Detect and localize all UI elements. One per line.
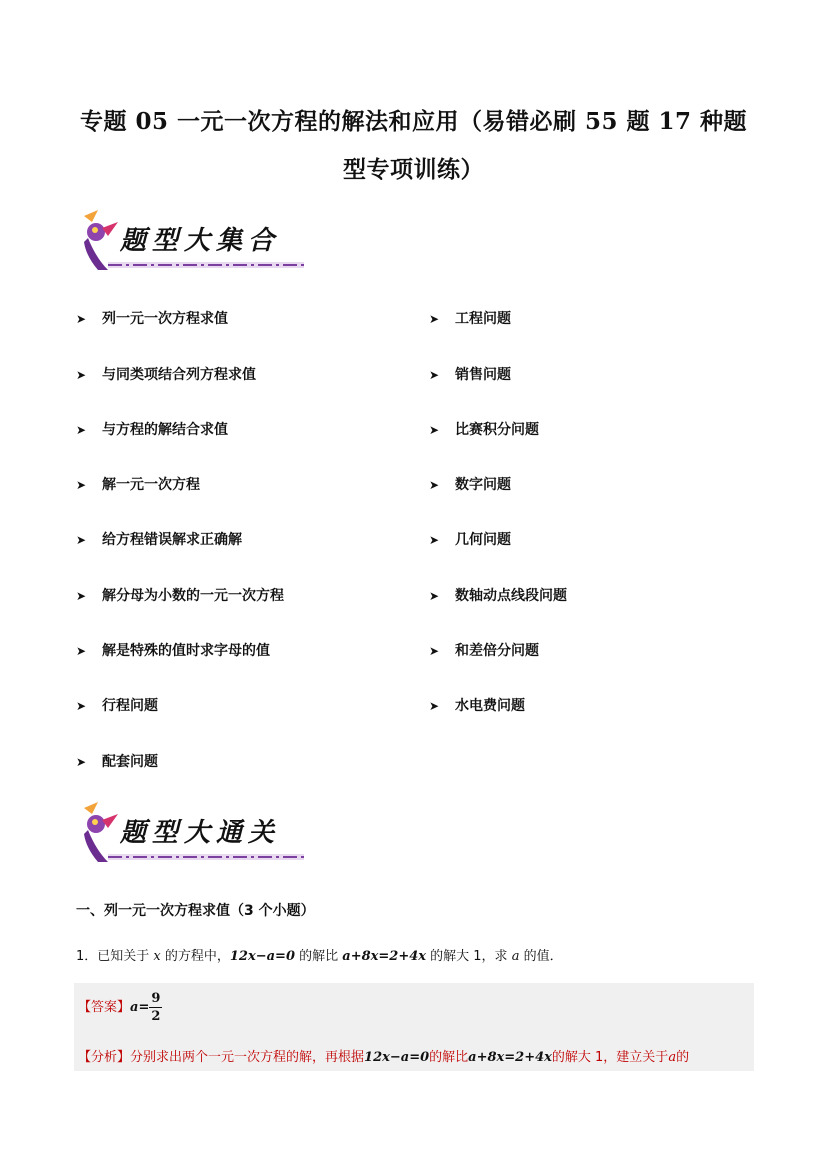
- banner-topic-mastery: [78, 800, 308, 870]
- toc-item[interactable]: ➤ 水电费问题: [429, 698, 525, 714]
- answer-fraction: $\frac{9}{2}$: [151, 991, 161, 1024]
- banner-title: 题型大通关: [120, 818, 281, 848]
- equation-1: 12x−a=0: [229, 949, 295, 964]
- bullet-arrow-icon: ➤: [76, 423, 87, 437]
- toc-item[interactable]: ➤ 解分母为小数的一元一次方程: [76, 588, 284, 604]
- banner-topic-collection: [78, 208, 308, 278]
- bullet-arrow-icon: ➤: [429, 533, 440, 547]
- analysis-label: 【分析】: [78, 1050, 131, 1065]
- bullet-arrow-icon: ➤: [429, 312, 440, 326]
- toc-item[interactable]: ➤ 比赛积分问题: [429, 422, 539, 438]
- bullet-arrow-icon: ➤: [76, 533, 87, 547]
- toc-item[interactable]: ➤ 与同类项结合列方程求值: [76, 367, 256, 383]
- bullet-arrow-icon: ➤: [76, 644, 87, 658]
- bullet-arrow-icon: ➤: [429, 644, 440, 658]
- banner-underline: [108, 260, 304, 270]
- bullet-arrow-icon: ➤: [76, 589, 87, 603]
- bullet-arrow-icon: ➤: [429, 423, 440, 437]
- bullet-arrow-icon: ➤: [76, 755, 87, 769]
- answer-label: 【答案】: [78, 1000, 131, 1015]
- bullet-arrow-icon: ➤: [76, 368, 87, 382]
- toc-item[interactable]: ➤ 给方程错误解求正确解: [76, 532, 242, 548]
- toc-item[interactable]: ➤ 销售问题: [429, 367, 511, 383]
- equation-2: a+8x=2+4x: [342, 949, 427, 964]
- bullet-arrow-icon: ➤: [429, 589, 440, 603]
- toc-item[interactable]: ➤ 工程问题: [429, 311, 511, 327]
- banner-title: 题型大集合: [120, 226, 281, 256]
- toc-item[interactable]: ➤ 数字问题: [429, 477, 511, 493]
- question-1: 1．已知关于 x 的方程中，12x−a=0 的解比 a+8x=2+4x 的解大 1，求 a 的值．: [76, 949, 563, 964]
- toc-item[interactable]: ➤ 解一元一次方程: [76, 477, 200, 493]
- toc-item[interactable]: ➤ 和差倍分问题: [429, 643, 539, 659]
- toc-item[interactable]: ➤ 几何问题: [429, 532, 511, 548]
- toc-item[interactable]: ➤ 解是特殊的值时求字母的值: [76, 643, 270, 659]
- page-title: [60, 98, 767, 194]
- toc-item[interactable]: ➤ 行程问题: [76, 698, 158, 714]
- toc-item[interactable]: ➤ 配套问题: [76, 754, 158, 770]
- analysis-line: 【分析】分别求出两个一元一次方程的解，再根据12x−a=0的解比a+8x=2+4x的解大 1，建立关于a的: [78, 1050, 690, 1065]
- bullet-arrow-icon: ➤: [76, 699, 87, 713]
- banner-underline: [108, 852, 304, 862]
- title-line-2: 型专项训练）: [343, 156, 484, 183]
- toc-item[interactable]: ➤ 与方程的解结合求值: [76, 422, 228, 438]
- bullet-arrow-icon: ➤: [76, 478, 87, 492]
- section-title: 一、列一元一次方程求值（3 个小题）: [76, 903, 315, 919]
- answer-line: [78, 990, 162, 1025]
- bullet-arrow-icon: ➤: [429, 368, 440, 382]
- title-line-1: 专题 05 一元一次方程的解法和应用（易错必刷 55 题 17 种题: [79, 108, 748, 135]
- answer-lhs: a=: [130, 1000, 150, 1015]
- bullet-arrow-icon: ➤: [429, 699, 440, 713]
- bullet-arrow-icon: ➤: [429, 478, 440, 492]
- toc-item[interactable]: ➤ 数轴动点线段问题: [429, 588, 567, 604]
- bullet-arrow-icon: ➤: [76, 312, 87, 326]
- toc-item[interactable]: ➤ 列一元一次方程求值: [76, 311, 228, 327]
